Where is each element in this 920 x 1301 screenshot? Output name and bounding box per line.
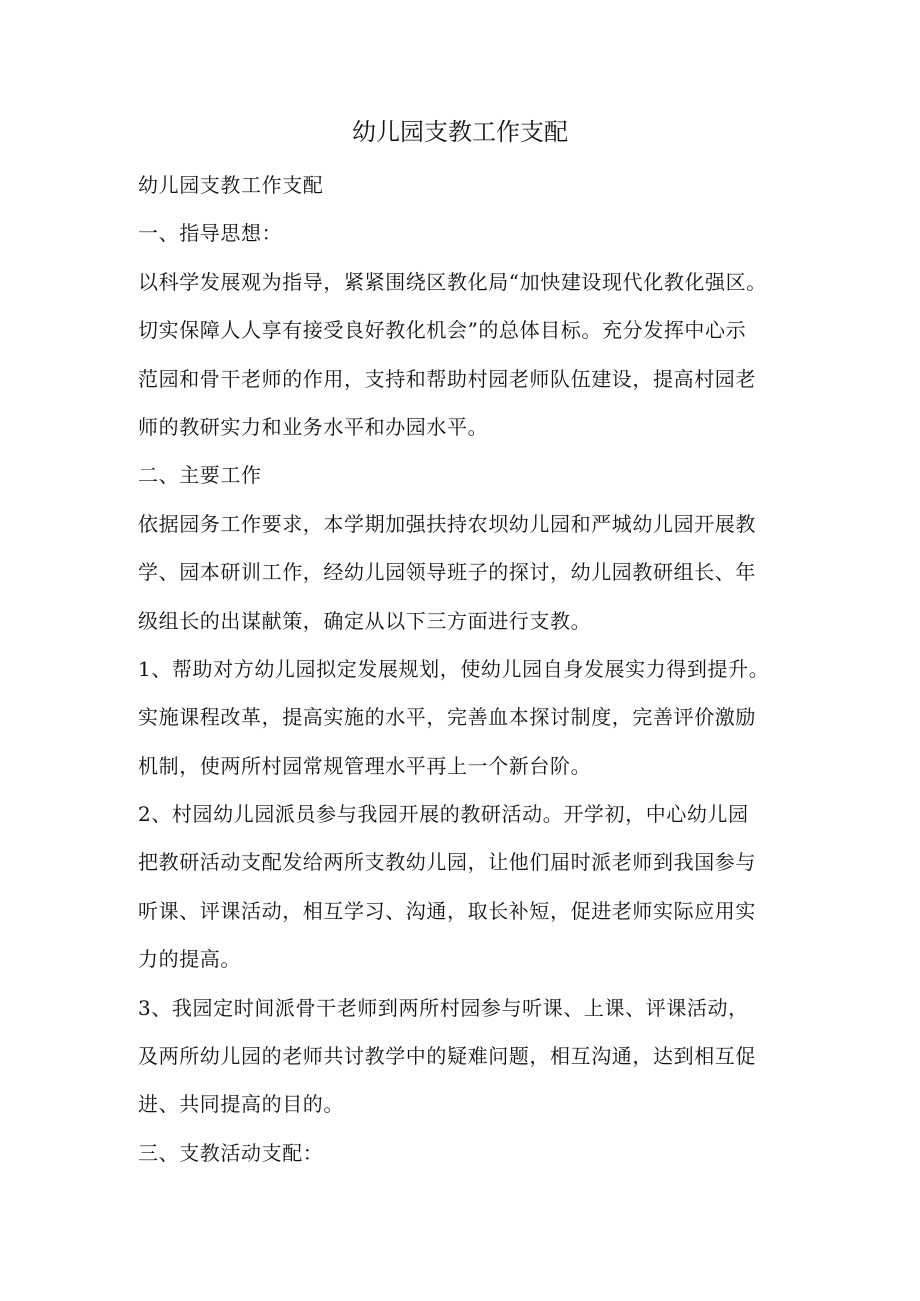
paragraph-line: 切实保障人人享有接受良好教化机会”的总体目标。充分发挥中心示	[138, 318, 747, 343]
list-item-2-line: 力的提高。	[138, 947, 241, 972]
paragraph-line: 依据园务工作要求，本学期加强扶持农坝幼儿园和严城幼儿园开展教	[138, 511, 756, 536]
paragraph-line: 师的教研实力和业务水平和办园水平。	[138, 414, 489, 439]
subtitle-line: 幼儿园支教工作支配	[138, 173, 324, 197]
document-title: 幼儿园支教工作支配	[352, 118, 568, 146]
list-item-1-line: 实施课程改革，提高实施的水平，完善血本探讨制度，完善评价激励	[138, 705, 756, 730]
list-item-2-line: 把教研活动支配发给两所支教幼儿园，让他们届时派老师到我国参与	[138, 850, 756, 875]
paragraph-line: 范园和骨干老师的作用，支持和帮助村园老师队伍建设，提高村园老	[138, 366, 756, 391]
paragraph-line: 级组长的出谋献策，确定从以下三方面进行支教。	[138, 608, 592, 633]
list-item-3-line: 3、我园定时间派骨干老师到两所村园参与听课、上课、评课活动，	[138, 995, 749, 1020]
document-body	[138, 165, 798, 1181]
paragraph-line: 学、园本研训工作，经幼儿园领导班子的探讨，幼儿园教研组长、年	[138, 560, 756, 585]
list-item-3-line: 及两所幼儿园的老师共讨教学中的疑难问题，相互沟通，达到相互促	[138, 1044, 756, 1069]
section-heading-activity-plan: 三、支教活动支配：	[138, 1140, 324, 1165]
section-heading-main-work: 二、主要工作	[138, 463, 262, 488]
list-item-2-line: 2、村园幼儿园派员参与我园开展的教研活动。开学初，中心幼儿园	[138, 802, 749, 827]
list-item-1-line: 机制，使两所村园常规管理水平再上一个新台阶。	[138, 753, 592, 778]
list-item-2-line: 听课、评课活动，相互学习、沟通，取长补短，促进老师实际应用实	[138, 898, 756, 923]
section-heading-guiding-ideology: 一、指导思想：	[138, 221, 283, 246]
list-item-3-line: 进、共同提高的目的。	[138, 1092, 344, 1117]
paragraph-line: 以科学发展观为指导，紧紧围绕区教化局“加快建设现代化教化强区。	[138, 269, 767, 294]
list-item-1-line: 1、帮助对方幼儿园拟定发展规划，使幼儿园自身发展实力得到提升。	[138, 656, 770, 681]
